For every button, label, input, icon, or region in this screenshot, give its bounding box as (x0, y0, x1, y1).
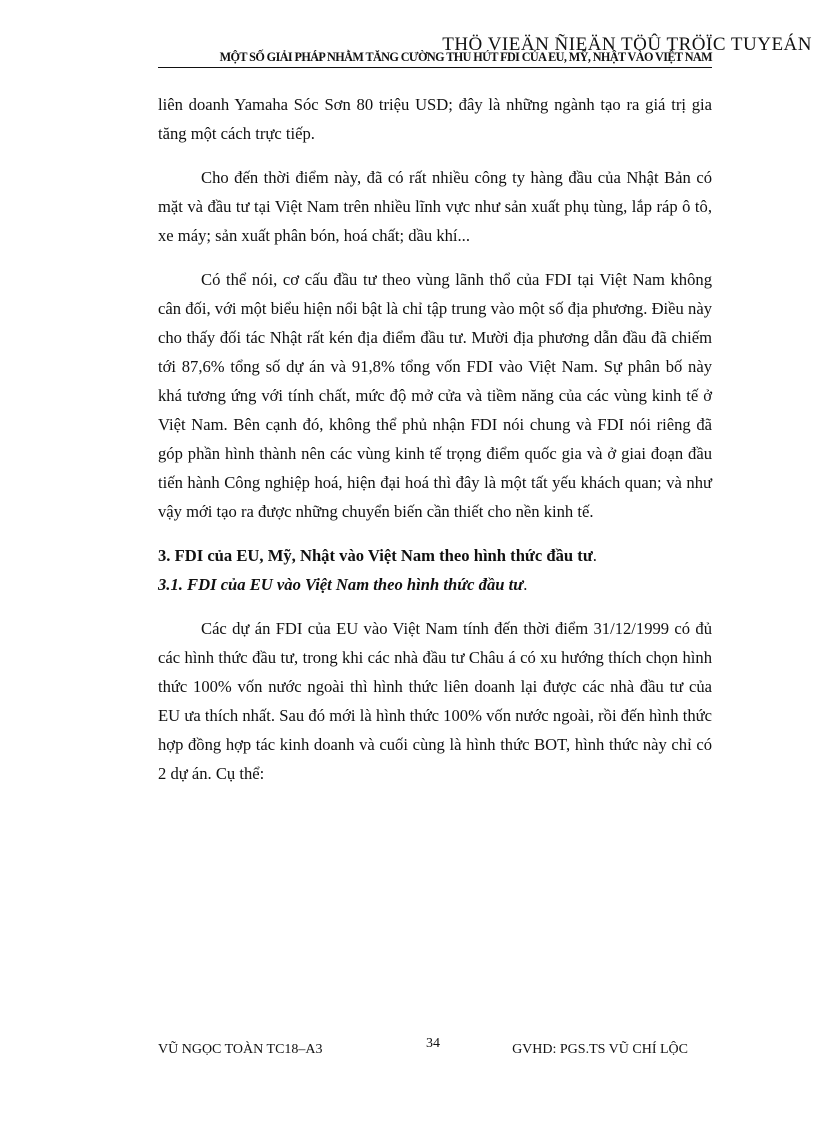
paragraph-japanese-companies: Cho đến thời điểm này, đã có rất nhiều công ty hàng đầu của Nhật Bản có mặt và đầu tư tại Việt Nam trên nhiều lĩnh vực như sản xuất phụ tùng, lắp ráp ô tô, xe máy; sản xuất phân bón, hoá chất; dầu khí... (158, 168, 712, 245)
footer-advisor: GVHD: PGS.TS VŨ CHÍ LỘC (512, 1042, 688, 1057)
subsection-heading-3-1-period: . (523, 575, 528, 594)
footer-author: VŨ NGỌC TOÀN TC18–A3 (158, 1042, 323, 1057)
header-divider (158, 67, 712, 68)
paragraph-regional-structure: Có thể nói, cơ cấu đầu tư theo vùng lãnh thổ của FDI tại Việt Nam không cân đối, với một biểu hiện nổi bật là chỉ tập trung vào một số địa phương. Điều này cho thấy đối tác Nhật rất kén địa điểm đầu tư. Mười địa phương dẫn đầu đã chiếm tới 87,6% tổng số dự án và 91,8% tổng vốn FDI vào Việt Nam. Sự phân bố này khá tương ứng với tính chất, mức độ mở cửa và tiềm năng của các vùng kinh tế ở Việt Nam. Bên cạnh đó, không thể phủ nhận FDI nói chung và FDI nói riêng đã góp phần hình thành nên các vùng kinh tế trọng điểm quốc gia và ở giai đoạn đầu tiến hành Công nghiệp hoá, hiện đại hoá thì đây là một tất yếu khách quan; và như vậy mới tạo ra được những chuyển biến cần thiết cho nền kinh tế. (158, 270, 712, 521)
page-number: 34 (426, 1036, 440, 1051)
watermark-text: THÖ VIEÄN ÑIEÄN TÖÛ TRÖÏC TUYEÁN (442, 34, 812, 55)
subsection-heading-3-1 (158, 570, 712, 599)
section-heading-3-text: 3. FDI của EU, Mỹ, Nhật vào Việt Nam theo hình thức đầu tư (158, 546, 593, 565)
subsection-heading-3-1-text: 3.1. FDI của EU vào Việt Nam theo hình thức đầu tư (158, 575, 524, 594)
paragraph-continuation: liên doanh Yamaha Sóc Sơn 80 triệu USD; đây là những ngành tạo ra giá trị gia tăng một cách trực tiếp. (158, 95, 712, 143)
document-body (158, 90, 712, 788)
section-heading-3 (158, 541, 712, 570)
section-heading-3-period: . (592, 546, 597, 565)
page-footer (158, 1038, 712, 1060)
running-header: MỘT SỐ GIẢI PHÁP NHẰM TĂNG CƯỜNG THU HÚT FDI CỦA EU, MỸ, NHẬT VÀO VIỆT NAM (219, 50, 712, 64)
paragraph-eu-investment-forms: Các dự án FDI của EU vào Việt Nam tính đến thời điểm 31/12/1999 có đủ các hình thức đầu tư, trong khi các nhà đầu tư Châu á có xu hướng thích chọn hình thức 100% vốn nước ngoài thì hình thức liên doanh lại được các nhà đầu tư của EU ưa thích nhất. Sau đó mới là hình thức 100% vốn nước ngoài, rồi đến hình thức hợp đồng hợp tác kinh doanh và cuối cùng là hình thức BOT, hình thức này chỉ có 2 dự án. Cụ thể: (158, 619, 712, 783)
